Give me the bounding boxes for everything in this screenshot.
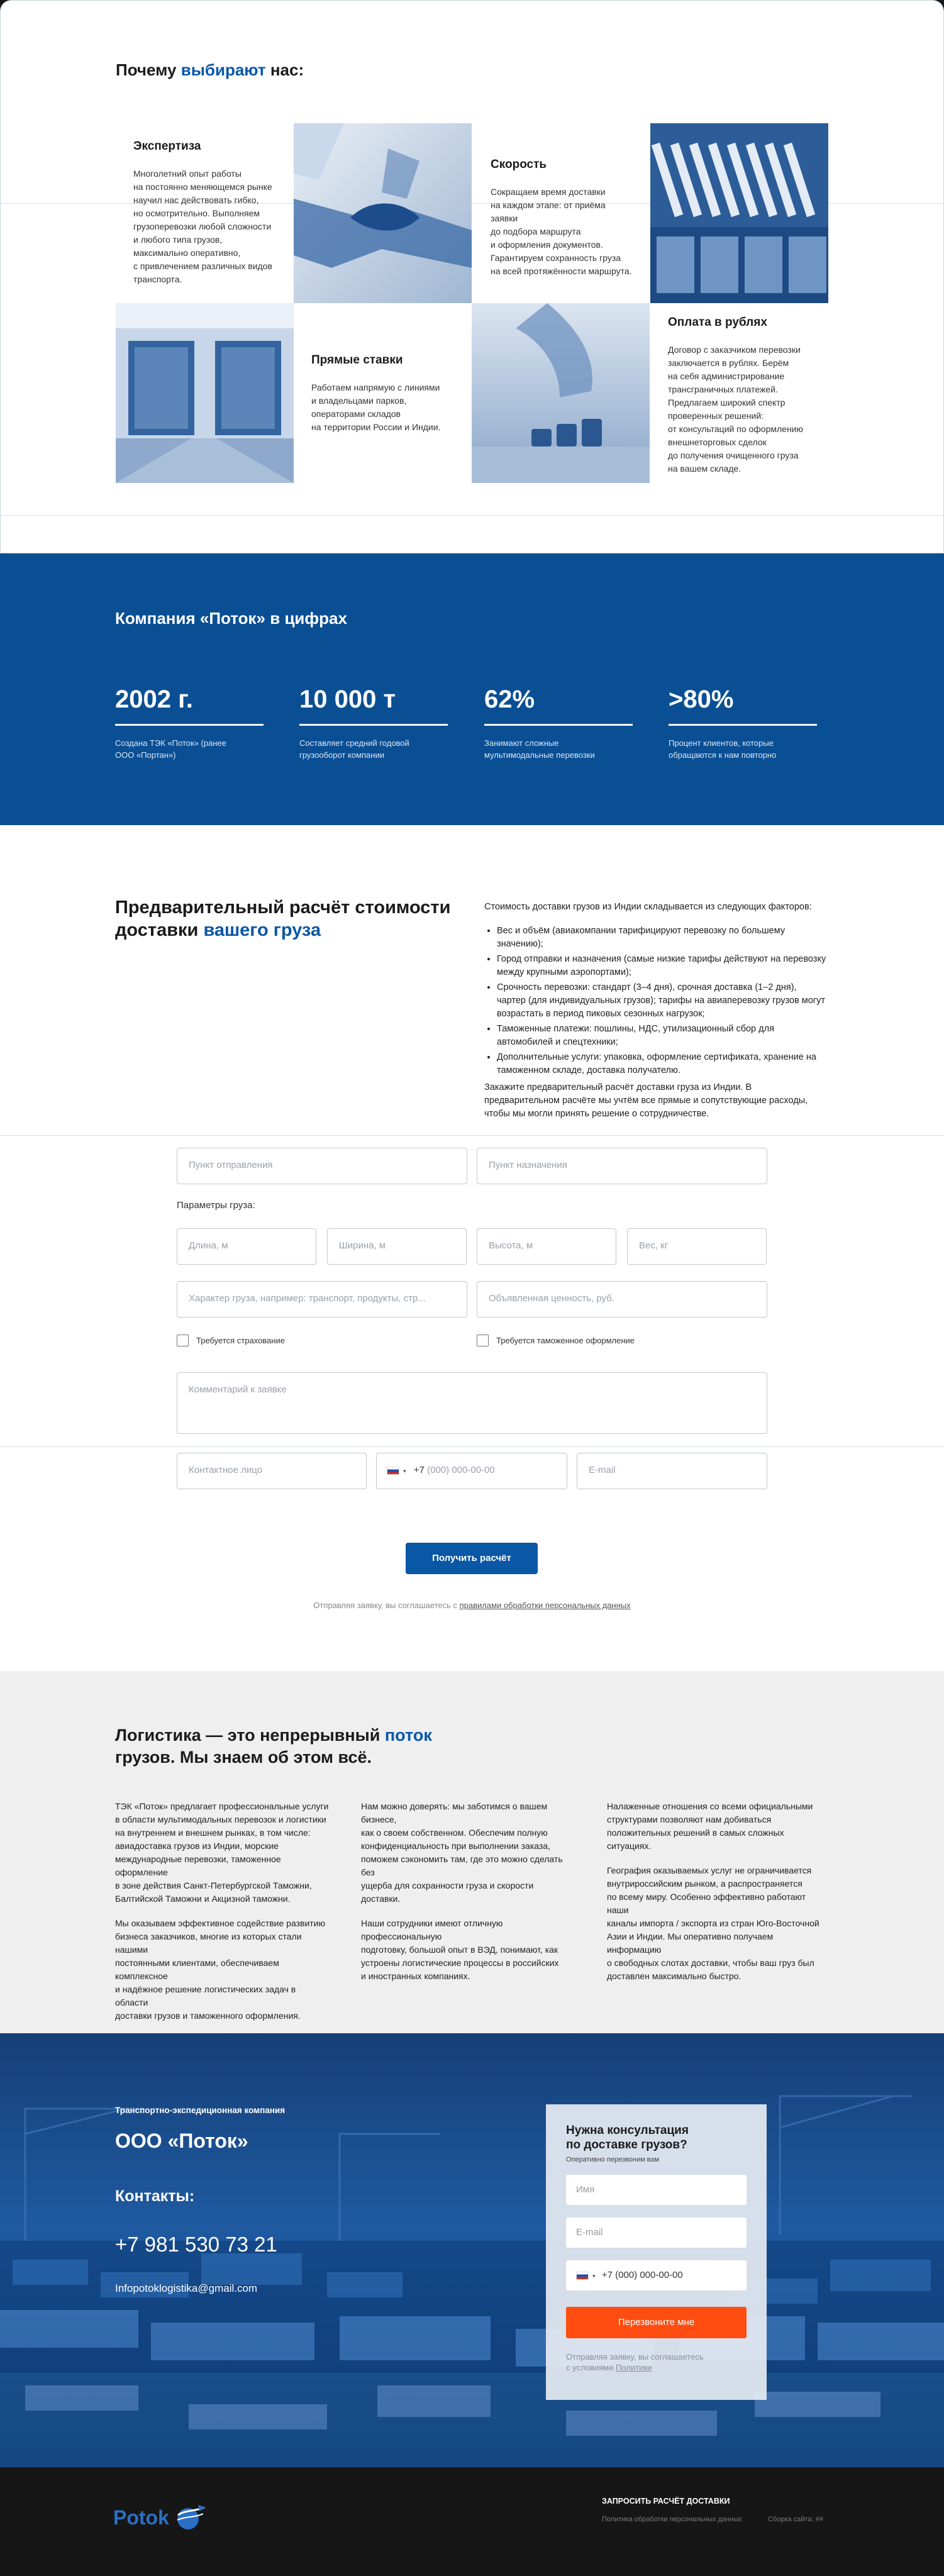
callback-phone-input[interactable]: ▾ +7 (000) 000-00-00 — [566, 2260, 747, 2290]
callback-consent-text: Отправляя заявку, вы соглашаетесь с условиями Политики — [566, 2352, 704, 2372]
height-input[interactable]: Высота, м — [477, 1228, 616, 1265]
site-dev-credit[interactable]: Сборка сайта: ## — [768, 2516, 823, 2523]
company-type: Транспортно-экспедиционная компания — [115, 2106, 286, 2115]
calculation-title: Предварительный расчёт стоимости доставки вашего груза — [115, 897, 451, 940]
list-item: • Дополнительные услуги: упаковка, оформление сертификата, хранение на таможенном складе, доставка получателю. — [497, 1051, 827, 1077]
customs-checkbox[interactable]: Требуется таможенное оформление — [477, 1335, 635, 1346]
feature-direct-rates: Прямые ставки Работаем напрямую с линиями и владельцами парков, операторами складов на территории России и Индии. — [311, 353, 441, 432]
stat-cargo-volume: 10 000 т Составляет средний годовой грузооборот компании — [299, 686, 448, 761]
about-column-1: ТЭК «Поток» предлагает профессиональные услуги в области мультимодальных перевозок и логистики на внутреннем и внешнем рынках, в том числе: авиадоставка грузов из Индии, морские международные перевозки, таможенное оформление в зоне действия Санкт-Петербургской Таможни, Балтийской Таможни и Акцизной таможни. Мы оказываем эффективное содействие развитию бизнеса заказчиков, многие из которых стали нашими постоянными клиентами, обеспечиваем комплексное и надёжное решение логистических задач в области доставки грузов и таможенного оформления. — [115, 1801, 329, 2021]
cargo-nature-input[interactable]: Характер груза, например: транспорт, продукты, стр... — [177, 1281, 467, 1318]
insurance-checkbox[interactable]: Требуется страхование — [177, 1335, 285, 1346]
checkbox-box[interactable] — [177, 1335, 189, 1346]
call-me-button[interactable]: Перезвоните мне — [566, 2307, 747, 2338]
containers-photo — [650, 123, 828, 303]
cost-factors-list — [497, 924, 827, 1077]
origin-input[interactable]: Пункт отправления — [177, 1148, 467, 1184]
russia-flag-icon — [387, 1467, 399, 1475]
about-title: Логистика — это непрерывный поток грузов. Мы знаем об этом всё. — [115, 1726, 432, 1767]
list-item: • Вес и объём (авиакомпании тарифицируют перевозку по большему значению); — [497, 924, 827, 951]
divider — [1, 515, 944, 516]
list-item: • Срочность перевозки: стандарт (3–4 дня), срочная доставка (1–2 дня), чартер (для индивидуальных грузов); тарифы на авиаперевозку грузов могут возрастать в период пиковых сезонных нагрузок; — [497, 981, 827, 1021]
company-name: ООО «Поток» — [115, 2129, 248, 2152]
why-us-title: Почему выбирают нас: — [116, 60, 304, 79]
weight-input[interactable]: Вес, кг — [627, 1228, 767, 1265]
coins-photo — [472, 303, 650, 483]
declared-value-input[interactable]: Объявленная ценность, руб. — [477, 1281, 767, 1318]
privacy-policy-link[interactable]: Политика обработки персональных данных — [602, 2516, 742, 2523]
policy-link[interactable]: Политики — [615, 2363, 652, 2372]
callback-form — [546, 2104, 767, 2400]
destination-input[interactable]: Пункт назначения — [477, 1148, 767, 1184]
callback-form-subtitle: Оперативно перезвоним вам — [566, 2156, 660, 2163]
handshake-photo — [294, 123, 472, 303]
cargo-params-label: Параметры груза: — [177, 1200, 255, 1211]
stat-multimodal: 62% Занимают сложные мультимодальные перевозки — [484, 686, 633, 761]
why-us-section — [0, 0, 944, 553]
get-calculation-button[interactable]: Получить расчёт — [406, 1543, 538, 1574]
stat-repeat-clients: >80% Процент клиентов, которые обращаются к нам повторно — [669, 686, 817, 761]
logo[interactable]: Potok — [113, 2504, 207, 2531]
privacy-rules-link[interactable]: правилами обработки персональных данных — [459, 1601, 631, 1610]
phone-link[interactable]: +7 981 530 73 21 — [115, 2233, 277, 2256]
consent-text: Отправляя заявку, вы соглашаетесь с правилами обработки персональных данных — [313, 1601, 631, 1610]
calculation-section — [0, 825, 944, 1671]
globe-plane-icon — [173, 2504, 207, 2531]
request-calculation-link[interactable]: ЗАПРОСИТЬ РАСЧЁТ ДОСТАВКИ — [602, 2497, 730, 2506]
russia-flag-icon — [576, 2272, 589, 2280]
about-column-3: Налаженные отношения со всеми официальными структурами позволяют нам добиваться положительных решений в самых сложных ситуациях. География оказываемых услуг не ограничивается внутрироссийским рынком, а распространяется по всему миру. Особенно эффективно работают наши каналы импорта / экспорта из стран Юго-Восточной Азии и Индии. Мы оперативно получаем информацию о свободных слотах доставки, чтобы ваш груз был доставлен максимально быстро. — [607, 1801, 819, 1981]
divider — [0, 1135, 944, 1136]
footer — [0, 2467, 944, 2576]
feature-speed: Скорость Сокращаем время доставки на каждом этапе: от приёма заявки до подбора маршрута и оформления документов. Гарантируем сохранность груза на всей протяжённости маршрута. — [491, 158, 632, 276]
cost-factors-text: Стоимость доставки грузов из Индии складывается из следующих факторов: • Вес и объём (авиакомпании тарифицируют перевозку по большему значению); • Город отправки и назначения (самые низкие тарифы действуют на перевозку между крупными аэропортами); • Срочность перевозки: стандарт (3–4 дня), срочная доставка (1–2 дня), чартер (для индивидуальных грузов); тарифы на авиаперевозку грузов могут возрастать в период пиковых сезонных нагрузок; • Таможенные платежи: пошлины, НДС, утилизационный сбор для автомобилей и спецтехники; • Дополнительные услуги: упаковка, оформление сертификата, хранение на таможенном складе, доставка получателю. Закажите предварительный расчёт доставки груза из Индии. В предварительном расчёте мы учтём все прямые и сопутствующие расходы, чтобы мы могли принять решение о сотрудничестве. — [484, 901, 827, 1121]
feature-expertise: Экспертиза Многолетний опыт работы на постоянно меняющемся рынке научил нас действовать гибко, но осмотрительно. Выполняем грузоперевозки любой сложности и любого типа грузов, максимально оперативно, с привлечением различных видов транспорта. — [133, 140, 272, 284]
about-column-2: Нам можно доверять: мы заботимся о вашем бизнесе, как о своем собственном. Обеспечим полную конфиденциальность при выполнении заказа, поможем сэкономить там, где это можно сделать без ущерба для сохранности груза и скорости доставки. Наши сотрудники имеют отличную профессиональную подготовку, большой опыт в ВЭД, понимают, как устроены логистические процессы в российских и иностранных компаниях. — [361, 1801, 563, 1981]
divider — [0, 1446, 944, 1447]
warehouse-photo — [116, 303, 294, 483]
name-input[interactable]: Имя — [566, 2175, 747, 2205]
list-item: • Город отправки и назначения (самые низкие тарифы действуют на перевозку между крупными аэропортами); — [497, 953, 827, 979]
stat-founded: 2002 г. Создана ТЭК «Поток» (ранее ООО «Портан») — [115, 686, 264, 761]
list-item: • Таможенные платежи: пошлины, НДС, утилизационный сбор для автомобилей и спецтехники; — [497, 1023, 827, 1049]
checkbox-box[interactable] — [477, 1335, 489, 1346]
contacts-section — [0, 2033, 944, 2467]
contact-person-input[interactable]: Контактное лицо — [177, 1453, 367, 1489]
length-input[interactable]: Длина, м — [177, 1228, 316, 1265]
callback-form-title: Нужна консультация по доставке грузов? — [566, 2124, 689, 2151]
contacts-label: Контакты: — [115, 2187, 195, 2205]
numbers-section — [0, 553, 944, 825]
chevron-down-icon: ▾ — [592, 2273, 596, 2279]
callback-email-input[interactable]: E-mail — [566, 2218, 747, 2248]
chevron-down-icon: ▾ — [403, 1468, 406, 1474]
width-input[interactable]: Ширина, м — [327, 1228, 467, 1265]
numbers-title: Компания «Поток» в цифрах — [115, 609, 347, 628]
comment-textarea[interactable]: Комментарий к заявке — [177, 1372, 767, 1434]
phone-input[interactable]: ▾ +7 (000) 000-00-00 — [376, 1453, 567, 1489]
feature-ruble-payment: Оплата в рублях Договор с заказчиком перевозки заключается в рублях. Берём на себя администрирование трансграничных платежей. Предлагаем широкий спектр проверенных решений: от консультаций по оформлению внешнеторговых сделок до получения очищенного груза на вашем складе. — [668, 316, 803, 474]
email-link[interactable]: Infopotoklogistika@gmail.com — [115, 2282, 258, 2294]
email-input[interactable]: E-mail — [577, 1453, 767, 1489]
about-section — [0, 1671, 944, 2033]
